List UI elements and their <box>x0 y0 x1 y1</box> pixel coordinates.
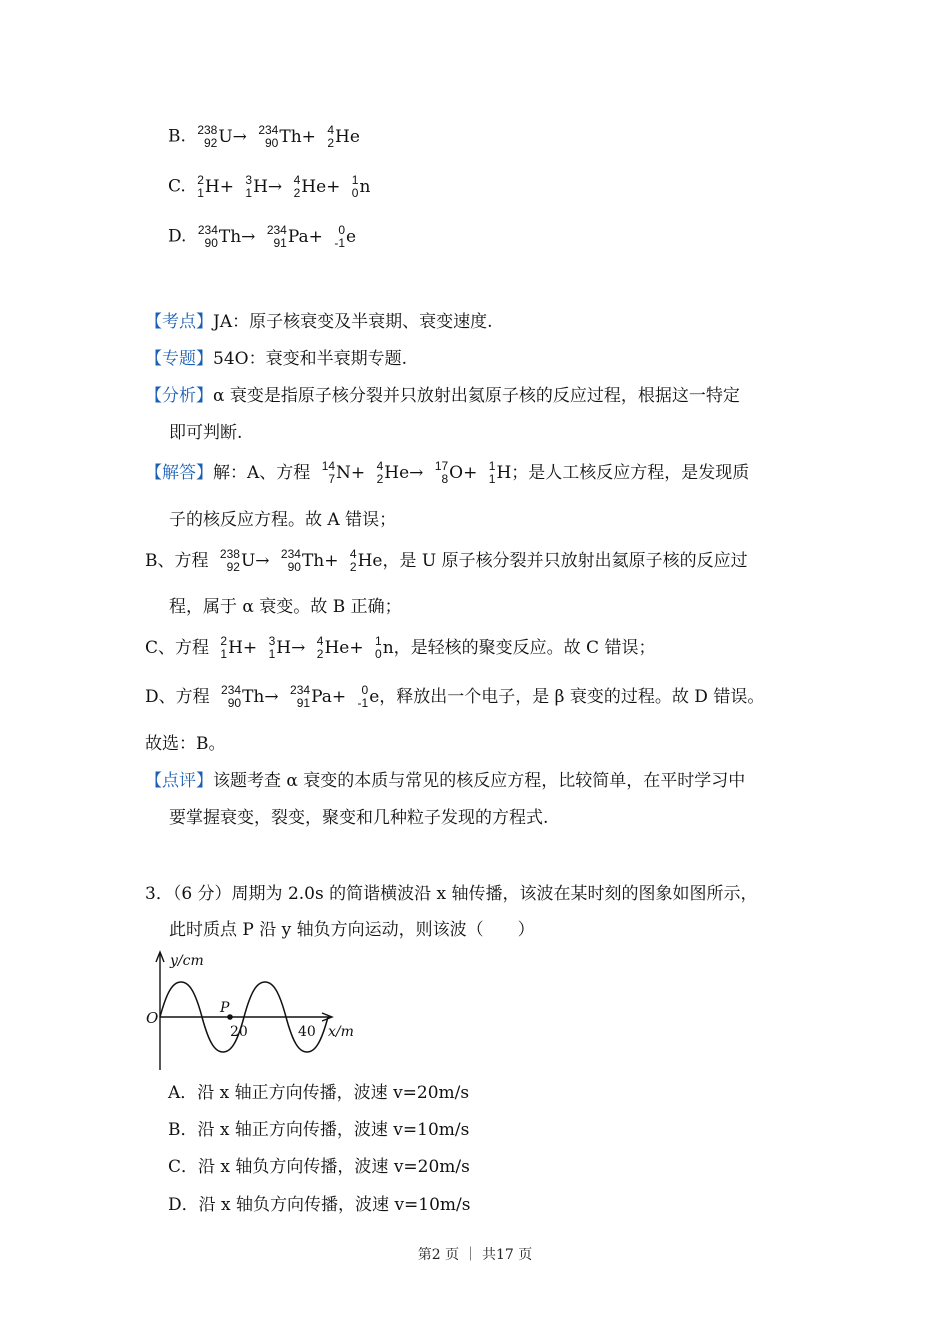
dianping-line: 【点评】该题考查 α 衰变的本质与常见的核反应方程，比较简单，在平时学习中 <box>145 771 746 791</box>
nuclide: 3 1 H→ <box>245 173 283 200</box>
jieda-b-line-2: 程，属于 α 衰变。故 B 正确； <box>169 597 402 617</box>
option-d: D．沿 x 轴负方向传播，波速 v=10m/s <box>168 1195 471 1215</box>
page-footer: 第2 页 ｜ 共17 页 <box>417 1247 533 1263</box>
nuclide: 234 90 Th→ <box>221 683 279 710</box>
origin-label: O <box>146 1009 159 1027</box>
nuclide: 1 1 H <box>488 459 512 486</box>
fenxi-line-2: 即可判断. <box>169 423 243 443</box>
jieda-line-d: D、方程 234 90 Th→ 234 91 Pa+ 0 -1 e，释放出一个电子，是 β 衰变的过程。故 D 错误。 <box>145 683 765 710</box>
option-a: A．沿 x 轴正方向传播，波速 v=20m/s <box>168 1083 470 1103</box>
jieda-line-c: C、方程 2 1 H+ 3 1 H→ 4 2 He+ 1 0 n，是轻核的聚变反应。故 C 错误； <box>145 634 656 661</box>
nuclide: 1 0 n <box>375 634 394 661</box>
nuclide: 234 90 Th+ <box>280 547 339 574</box>
option-d-prev: D. 234 90 Th→ 234 91 Pa+ 0 -1 e <box>168 223 357 250</box>
nuclide: 14 7 N+ <box>321 459 366 486</box>
nuclide: 234 90 Th+ <box>258 123 316 150</box>
nuclide: 4 2 He <box>327 123 360 150</box>
nuclide: 238 92 U→ <box>197 123 247 150</box>
nuclide: 4 2 He+ <box>293 173 341 200</box>
nuclide: 4 2 He+ <box>316 634 364 661</box>
y-axis-label: y/cm <box>170 953 204 969</box>
option-b-prev: B. 238 92 U→ 234 90 Th+ 4 2 He <box>168 123 360 150</box>
question-number: 3． <box>145 884 173 904</box>
kaodian-line: 【考点】JA：原子核衰变及半衰期、衰变速度. <box>145 312 493 332</box>
nuclide: 1 0 n <box>351 173 371 200</box>
option-c: C．沿 x 轴负方向传播，波速 v=20m/s <box>168 1157 470 1177</box>
nuclide: 4 2 He→ <box>376 459 424 486</box>
fenxi-line: 【分析】α 衰变是指原子核分裂并只放射出氦原子核的反应过程，根据这一特定 <box>145 386 740 406</box>
nuclide: 238 92 U→ <box>219 547 270 574</box>
jieda-tag: 【解答】 <box>145 463 213 483</box>
x-axis-label: x/m <box>328 1024 354 1040</box>
nuclide: 234 91 Pa+ <box>290 683 347 710</box>
jieda-line-a: 【解答】解：A、方程 14 7 N+ 4 2 He→ 17 8 O+ 1 1 H；是人工核反应方程，是发现质 <box>145 459 750 486</box>
question-3-stem: 3．（6 分）周期为 2.0s 的简谐横波沿 x 轴传播，该波在某时刻的图象如图所示， <box>145 884 758 904</box>
nuclide: 4 2 He <box>349 547 383 574</box>
zhuanti-line: 【专题】54O：衰变和半衰期专题. <box>145 349 407 369</box>
nuclide: 0 -1 e <box>357 683 380 710</box>
zhuanti-tag: 【专题】 <box>145 349 213 369</box>
option-c-prev: C. 2 1 H+ 3 1 H→ 4 2 He+ 1 0 n <box>168 173 371 200</box>
answer-line: 故选：B。 <box>145 734 226 754</box>
kaodian-tag: 【考点】 <box>145 312 213 332</box>
nuclide: 234 91 Pa+ <box>266 223 323 250</box>
nuclide: 3 1 H→ <box>268 634 306 661</box>
question-3-stem-2: 此时质点 P 沿 y 轴负方向运动，则该波（ ） <box>169 920 535 940</box>
jieda-a-line-2: 子的核反应方程。故 A 错误； <box>169 510 397 530</box>
fenxi-tag: 【分析】 <box>145 386 213 406</box>
nuclide: 2 1 H+ <box>197 173 234 200</box>
point-p-label: P <box>220 1000 230 1016</box>
wave-figure <box>140 948 370 1073</box>
nuclide: 2 1 H+ <box>220 634 258 661</box>
nuclide: 17 8 O+ <box>434 459 478 486</box>
nuclide: 0 -1 e <box>334 223 357 250</box>
tick-20: 20 <box>230 1024 248 1040</box>
tick-40: 40 <box>298 1024 316 1040</box>
dianping-tag: 【点评】 <box>145 771 213 791</box>
dianping-line-2: 要掌握衰变，裂变，聚变和几种粒子发现的方程式. <box>169 808 549 828</box>
jieda-line-b: B、方程 238 92 U→ 234 90 Th+ 4 2 He，是 U 原子核分裂并只放射出氦原子核的反应过 <box>145 547 748 574</box>
nuclide: 234 90 Th→ <box>197 223 256 250</box>
option-b: B．沿 x 轴正方向传播，波速 v=10m/s <box>168 1120 470 1140</box>
